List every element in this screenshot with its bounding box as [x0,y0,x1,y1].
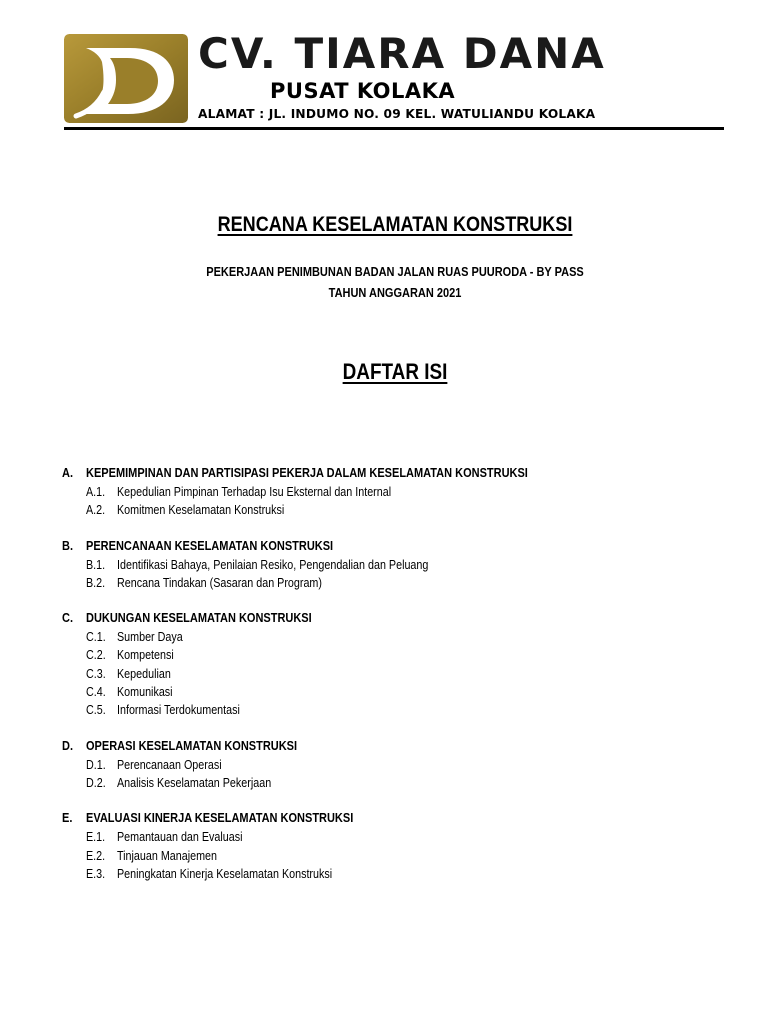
toc-item[interactable] [62,683,722,701]
toc-section-c [62,609,722,719]
toc-section-heading[interactable] [62,537,722,556]
item-title: Tinjauan Manajemen [117,848,218,863]
toc-item[interactable] [62,483,722,501]
item-number: A.1. [86,485,106,499]
letterhead-divider [64,127,724,130]
toc-heading-text: DAFTAR ISI [342,359,448,384]
section-letter: C. [62,611,73,626]
document-subtitle-project: PEKERJAAN PENIMBUNAN BADAN JALAN RUAS PUURODA - BY PASS [206,265,584,279]
toc-section-heading[interactable] [62,809,722,828]
table-of-contents [62,464,722,883]
section-title: PERENCANAAN KESELAMATAN KONSTRUKSI [86,538,334,553]
toc-section-heading[interactable] [62,464,722,483]
item-number: D.1. [86,757,106,772]
item-title: Rencana Tindakan (Sasaran dan Program) [117,575,322,590]
section-title: EVALUASI KINERJA KESELAMATAN KONSTRUKSI [86,811,354,826]
item-number: E.3. [86,866,106,881]
document-title [55,211,734,239]
item-title: Komunikasi [117,685,173,700]
toc-item[interactable] [62,628,722,646]
logo-d-icon [64,34,188,123]
item-number: A.2. [86,503,106,518]
item-number: E.2. [86,848,106,863]
toc-item[interactable] [62,646,722,664]
document-title-text: RENCANA KESELAMATAN KONSTRUKSI [217,213,573,236]
item-number: C.1. [86,630,106,645]
item-number: C.5. [86,703,106,718]
toc-heading [55,357,734,387]
toc-section-heading[interactable] [62,609,722,628]
toc-item[interactable] [62,828,722,846]
section-title: OPERASI KESELAMATAN KONSTRUKSI [86,738,298,753]
section-title: DUKUNGAN KESELAMATAN KONSTRUKSI [86,611,312,626]
toc-item[interactable] [62,574,722,592]
item-title: Komitmen Keselamatan Konstruksi [117,503,285,518]
item-number: C.4. [86,685,106,700]
toc-item[interactable] [62,701,722,719]
toc-section-d [62,737,722,793]
toc-item[interactable] [62,665,722,683]
toc-item[interactable] [62,556,722,574]
toc-section-b [62,537,722,593]
toc-item[interactable] [62,756,722,774]
item-number: C.2. [86,648,106,663]
section-letter: D. [62,738,73,753]
company-name: CV. TIARA DANA [198,29,606,78]
item-title: Identifikasi Bahaya, Penilaian Resiko, Pengendalian dan Peluang [117,557,429,572]
section-letter: E. [62,811,73,826]
document-subtitle-year: TAHUN ANGGARAN 2021 [328,286,462,300]
item-title: Analisis Keselamatan Pekerjaan [117,775,272,790]
item-title: Kepedulian Pimpinan Terhadap Isu Eksternal dan Internal [117,485,392,499]
toc-item[interactable] [62,501,722,519]
item-title: Pemantauan dan Evaluasi [117,830,243,845]
item-number: B.2. [86,575,106,590]
item-title: Perencanaan Operasi [117,757,222,772]
toc-section-e [62,809,722,883]
toc-item[interactable] [62,865,722,883]
letterhead [64,29,722,130]
item-title: Sumber Daya [117,630,183,645]
item-number: D.2. [86,775,106,790]
toc-section-a [62,464,722,520]
section-letter: A. [62,466,73,480]
section-letter: B. [62,538,73,553]
toc-item[interactable] [62,774,722,792]
company-address: ALAMAT : JL. INDUMO NO. 09 KEL. WATULIANDU KOLAKA [198,107,596,121]
toc-item[interactable] [62,847,722,865]
item-title: Kompetensi [117,648,174,663]
company-logo [64,34,188,123]
item-title: Peningkatan Kinerja Keselamatan Konstruksi [117,866,333,881]
item-title: Informasi Terdokumentasi [117,703,240,718]
item-title: Kepedulian [117,666,171,681]
item-number: B.1. [86,557,106,572]
item-number: C.3. [86,666,106,681]
toc-section-heading[interactable] [62,737,722,756]
item-number: E.1. [86,830,106,845]
section-title: KEPEMIMPINAN DAN PARTISIPASI PEKERJA DALAM KESELAMATAN KONSTRUKSI [86,466,528,480]
company-branch: PUSAT KOLAKA [270,79,456,103]
